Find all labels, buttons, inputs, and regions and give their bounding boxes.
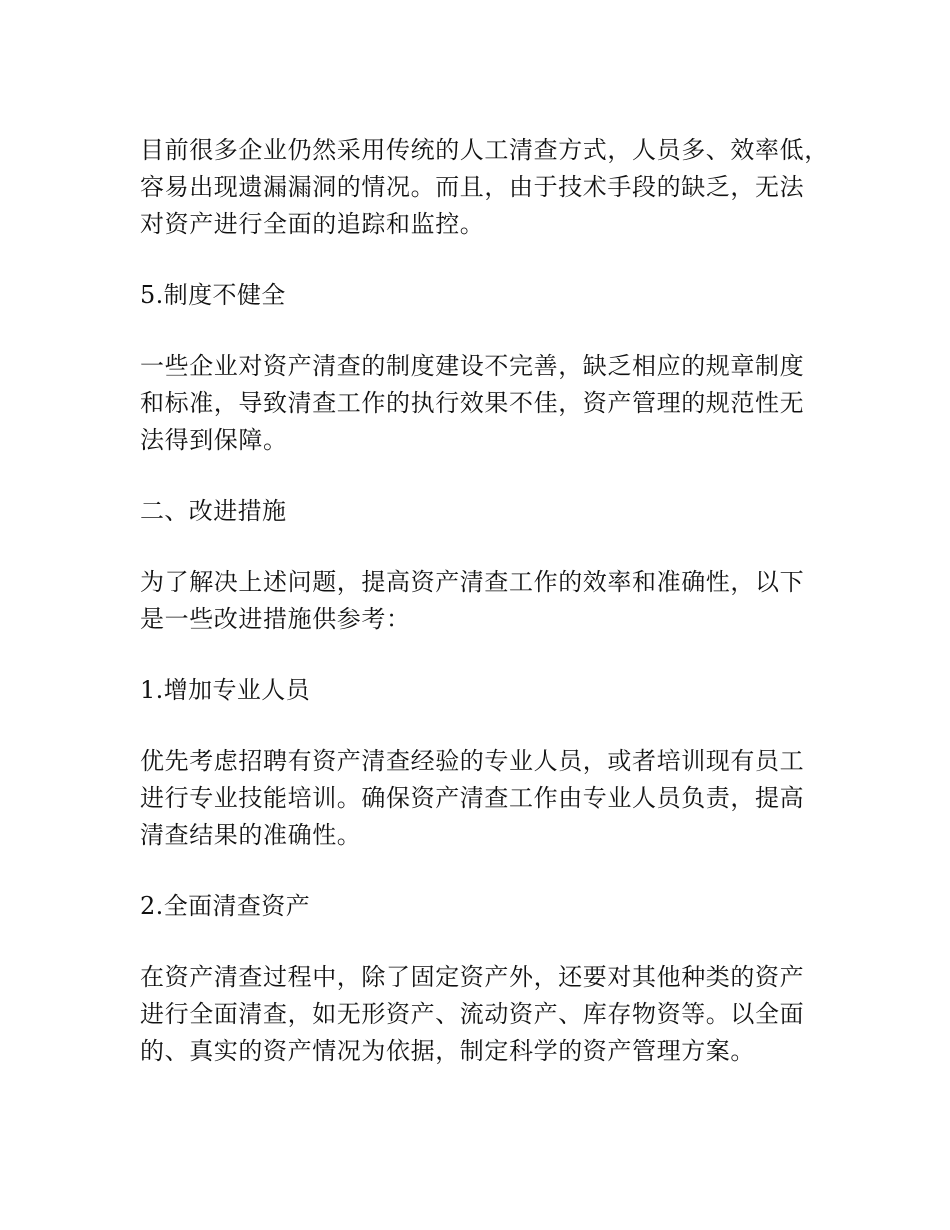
heading-full-inventory: 2.全面清查资产	[140, 892, 311, 920]
document-page	[140, 132, 830, 1070]
paragraph-system-incomplete: 一些企业对资产清查的制度建设不完善，缺乏相应的规章制度 和标准，导致清查工作的执行效果不佳，资产管理的规范性无 法得到保障。	[140, 352, 805, 454]
heading-improvement-measures: 二、改进措施	[140, 497, 287, 525]
paragraph-add-professionals: 优先考虑招聘有资产清查经验的专业人员，或者培训现有员工 进行专业技能培训。确保资产清查工作由专业人员负责，提高 清查结果的准确性。	[140, 747, 805, 849]
paragraph-manual-inventory: 目前很多企业仍然采用传统的人工清查方式，人员多、效率低， 容易出现遗漏漏洞的情况。而且，由于技术手段的缺乏，无法 对资产进行全面的追踪和监控。	[140, 136, 829, 238]
heading-add-professionals: 1.增加专业人员	[140, 676, 311, 704]
paragraph-full-inventory: 在资产清查过程中，除了固定资产外，还要对其他种类的资产 进行全面清查，如无形资产、流动资产、库存物资等。以全面 的、真实的资产情况为依据，制定科学的资产管理方案。	[140, 963, 805, 1065]
heading-system-incomplete: 5.制度不健全	[140, 281, 286, 309]
paragraph-improvement-intro: 为了解决上述问题，提高资产清查工作的效率和准确性，以下 是一些改进措施供参考：	[140, 568, 805, 633]
